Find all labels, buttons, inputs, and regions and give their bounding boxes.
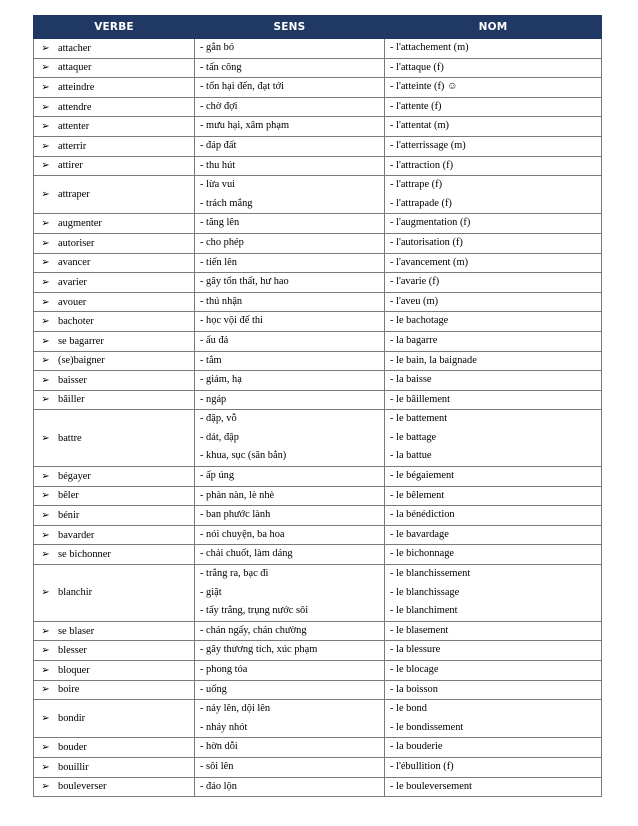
sens-line: - gây thương tích, xúc phạm (200, 644, 318, 656)
verbe-text: bloquer (58, 664, 90, 676)
arrowhead-bullet-icon: ➢ (41, 394, 50, 406)
verbe-cell (34, 292, 195, 312)
arrowhead-bullet-icon: ➢ (41, 335, 50, 347)
table-row (34, 565, 602, 622)
arrowhead-bullet-icon: ➢ (41, 374, 50, 386)
sens-cell (195, 97, 385, 117)
verbe-cell (34, 680, 195, 700)
nom-line: - l'attraction (f) (390, 159, 454, 171)
table-row (34, 233, 602, 253)
arrowhead-bullet-icon: ➢ (41, 625, 50, 637)
nom-line: - le blanchiment (390, 605, 458, 617)
verbe-text: atteindre (58, 81, 95, 93)
verbe-cell (34, 641, 195, 661)
vocabulary-table (33, 15, 602, 797)
sens-line: - chờ đợi (200, 100, 238, 112)
nom-cell (385, 78, 602, 98)
table-row (34, 156, 602, 176)
table-row (34, 525, 602, 545)
nom-cell (385, 97, 602, 117)
table-row (34, 757, 602, 777)
arrowhead-bullet-icon: ➢ (41, 42, 50, 54)
sens-line: - ấp úng (200, 470, 235, 482)
verbe-text: se bagarrer (58, 335, 104, 347)
sens-line: - thu hút (200, 159, 236, 171)
sens-line: - học vội để thi (200, 315, 263, 327)
arrowhead-bullet-icon: ➢ (41, 296, 50, 308)
verbe-cell (34, 233, 195, 253)
nom-cell (385, 506, 602, 526)
arrowhead-bullet-icon: ➢ (41, 510, 50, 522)
table-row (34, 273, 602, 293)
nom-cell (385, 738, 602, 758)
nom-cell (385, 58, 602, 78)
nom-line: - la bagarre (390, 334, 438, 346)
table-row (34, 467, 602, 487)
nom-cell (385, 253, 602, 273)
sens-line: - chải chuốt, làm dáng (200, 548, 293, 560)
verbe-cell (34, 58, 195, 78)
verbe-cell (34, 273, 195, 293)
table-row (34, 176, 602, 214)
sens-line: - nảy lên, dội lên (200, 703, 271, 715)
verbe-cell (34, 390, 195, 410)
sens-line: - đáp đất (200, 139, 237, 151)
verbe-text: bouillir (58, 761, 89, 773)
arrowhead-bullet-icon: ➢ (41, 257, 50, 269)
nom-line: - la baisse (390, 374, 432, 386)
verbe-text: augmenter (58, 218, 102, 230)
nom-line: - la blessure (390, 644, 441, 656)
verbe-cell (34, 176, 195, 214)
sens-line: - ẩu đả (200, 334, 229, 346)
table-row (34, 680, 602, 700)
sens-line: - uống (200, 683, 227, 695)
nom-line: - la battue (390, 450, 432, 462)
table-row (34, 78, 602, 98)
sens-line: - phong tỏa (200, 664, 248, 675)
verbe-text: attenter (58, 121, 90, 133)
header-sens: SENS (195, 16, 385, 39)
nom-cell (385, 486, 602, 506)
sens-line: - dát, đập (200, 431, 239, 443)
verbe-text: bénir (58, 510, 80, 522)
nom-cell (385, 351, 602, 371)
arrowhead-bullet-icon: ➢ (41, 761, 50, 773)
nom-line: - la bénédiction (390, 509, 455, 521)
verbe-text: bégayer (58, 470, 91, 482)
sens-cell (195, 565, 385, 622)
verbe-text: avarier (58, 276, 87, 288)
arrowhead-bullet-icon: ➢ (41, 160, 50, 172)
sens-line: - tổn hại đến, đạt tới (200, 81, 284, 93)
sens-line: - tẩy trắng, trụng nước sôi (200, 605, 309, 617)
verbe-text: se bichonner (58, 549, 111, 561)
nom-line: - le blocage (390, 664, 439, 675)
sens-cell (195, 641, 385, 661)
verbe-text: bavarder (58, 529, 95, 541)
header-row (34, 16, 602, 39)
verbe-cell (34, 312, 195, 332)
verbe-text: attaquer (58, 62, 92, 74)
sens-cell (195, 545, 385, 565)
verbe-cell (34, 700, 195, 738)
verbe-cell (34, 97, 195, 117)
table-row (34, 97, 602, 117)
sens-line: - giảm, hạ (200, 374, 242, 386)
table-row (34, 351, 602, 371)
sens-cell (195, 312, 385, 332)
sens-line: - chán ngấy, chán chường (200, 624, 307, 636)
nom-line: - le bégaiement (390, 470, 455, 482)
sens-cell (195, 292, 385, 312)
nom-line: - l'autorisation (f) (390, 236, 463, 248)
verbe-text: attraper (58, 189, 90, 201)
sens-cell (195, 700, 385, 738)
sens-line: - trắng ra, bạc đi (200, 568, 269, 580)
nom-line: - le bouleversement (390, 780, 472, 792)
sens-line: - tăng lên (200, 217, 240, 229)
nom-line: - le bondissement (390, 721, 464, 733)
nom-cell (385, 117, 602, 137)
verbe-cell (34, 351, 195, 371)
verbe-text: battre (58, 432, 82, 444)
nom-line: - le battement (390, 413, 448, 425)
sens-cell (195, 331, 385, 351)
verbe-cell (34, 525, 195, 545)
arrowhead-bullet-icon: ➢ (41, 316, 50, 328)
verbe-text: blesser (58, 645, 87, 657)
arrowhead-bullet-icon: ➢ (41, 432, 50, 444)
nom-cell (385, 565, 602, 622)
nom-cell (385, 292, 602, 312)
sens-line: - đảo lộn (200, 780, 237, 792)
arrowhead-bullet-icon: ➢ (41, 121, 50, 133)
nom-cell (385, 136, 602, 156)
sens-line: - giặt (200, 586, 222, 598)
verbe-text: bouleverser (58, 781, 107, 793)
nom-cell (385, 312, 602, 332)
verbe-cell (34, 136, 195, 156)
sens-cell (195, 390, 385, 410)
nom-cell (385, 390, 602, 410)
sens-line: - ngáp (200, 393, 227, 405)
table-row (34, 292, 602, 312)
arrowhead-bullet-icon: ➢ (41, 189, 50, 201)
table-row (34, 621, 602, 641)
sens-line: - cho phép (200, 236, 244, 248)
verbe-text: bondir (58, 713, 86, 725)
arrowhead-bullet-icon: ➢ (41, 355, 50, 367)
sens-line: - trách mắng (200, 197, 253, 209)
arrowhead-bullet-icon: ➢ (41, 218, 50, 230)
nom-line: - l'ébullition (f) (390, 760, 454, 772)
nom-line: - le bavardage (390, 528, 449, 540)
sens-line: - sôi lên (200, 760, 234, 772)
verbe-text: baisser (58, 374, 87, 386)
nom-line: - le bêlement (390, 489, 445, 501)
sens-line: - lừa vui (200, 179, 236, 191)
verbe-text: attendre (58, 101, 92, 113)
verbe-text: bouder (58, 742, 87, 754)
verbe-cell (34, 506, 195, 526)
table-row (34, 390, 602, 410)
table-row (34, 39, 602, 59)
nom-cell (385, 273, 602, 293)
arrowhead-bullet-icon: ➢ (41, 490, 50, 502)
sens-cell (195, 176, 385, 214)
arrowhead-bullet-icon: ➢ (41, 645, 50, 657)
nom-cell (385, 641, 602, 661)
nom-line: - l'aveu (m) (390, 295, 439, 307)
sens-line: - ban phước lành (200, 509, 271, 521)
arrowhead-bullet-icon: ➢ (41, 684, 50, 696)
sens-cell (195, 156, 385, 176)
header-verbe: VERBE (34, 16, 195, 39)
verbe-cell (34, 621, 195, 641)
verbe-cell (34, 777, 195, 797)
verbe-cell (34, 661, 195, 681)
sens-cell (195, 410, 385, 467)
sens-line: - tắm (200, 354, 222, 366)
header-nom: NOM (385, 16, 602, 39)
verbe-cell (34, 467, 195, 487)
nom-cell (385, 156, 602, 176)
nom-line: - l'attachement (m) (390, 42, 469, 53)
sens-cell (195, 117, 385, 137)
verbe-cell (34, 545, 195, 565)
sens-cell (195, 777, 385, 797)
sens-cell (195, 680, 385, 700)
sens-cell (195, 351, 385, 371)
sens-line: - tiến lên (200, 256, 237, 268)
nom-cell (385, 777, 602, 797)
table-row (34, 371, 602, 391)
table-row (34, 506, 602, 526)
table-row (34, 410, 602, 467)
nom-cell (385, 467, 602, 487)
nom-line: - le blasement (390, 624, 449, 636)
verbe-cell (34, 214, 195, 234)
nom-cell (385, 661, 602, 681)
sens-cell (195, 78, 385, 98)
sens-cell (195, 253, 385, 273)
verbe-cell (34, 565, 195, 622)
table-row (34, 214, 602, 234)
nom-line: - le bond (390, 703, 427, 715)
arrowhead-bullet-icon: ➢ (41, 587, 50, 599)
table-row (34, 117, 602, 137)
table-row (34, 312, 602, 332)
arrowhead-bullet-icon: ➢ (41, 713, 50, 725)
verbe-cell (34, 486, 195, 506)
verbe-text: (se)baigner (58, 355, 105, 367)
sens-line: - nói chuyện, ba hoa (200, 528, 285, 540)
verbe-cell (34, 331, 195, 351)
nom-cell (385, 39, 602, 59)
table-row (34, 136, 602, 156)
arrowhead-bullet-icon: ➢ (41, 237, 50, 249)
verbe-cell (34, 757, 195, 777)
verbe-text: se blaser (58, 625, 95, 637)
table-row (34, 486, 602, 506)
sens-cell (195, 486, 385, 506)
sens-cell (195, 39, 385, 59)
arrowhead-bullet-icon: ➢ (41, 664, 50, 676)
nom-line: - l'avancement (m) (390, 256, 469, 268)
sens-cell (195, 738, 385, 758)
nom-line: - l'attrape (f) (390, 179, 443, 191)
sens-cell (195, 467, 385, 487)
nom-cell (385, 331, 602, 351)
verbe-cell (34, 156, 195, 176)
nom-line: - l'attrapade (f) (390, 197, 452, 209)
table-row (34, 641, 602, 661)
sens-line: - hờn dỗi (200, 741, 238, 753)
verbe-text: bachoter (58, 316, 94, 328)
arrowhead-bullet-icon: ➢ (41, 742, 50, 754)
sens-line: - nhảy nhót (200, 721, 248, 733)
table-row (34, 738, 602, 758)
sens-line: - gắn bó (200, 42, 235, 53)
table-row (34, 700, 602, 738)
verbe-cell (34, 117, 195, 137)
table-row (34, 58, 602, 78)
sens-cell (195, 273, 385, 293)
nom-line: - le bâillement (390, 393, 451, 405)
verbe-cell (34, 78, 195, 98)
verbe-text: atterrir (58, 140, 87, 152)
verbe-text: attirer (58, 160, 83, 172)
arrowhead-bullet-icon: ➢ (41, 101, 50, 113)
arrowhead-bullet-icon: ➢ (41, 81, 50, 93)
nom-line: - le bain, la baignade (390, 354, 477, 366)
nom-cell (385, 680, 602, 700)
nom-cell (385, 371, 602, 391)
nom-line: - le bachotage (390, 315, 449, 327)
sens-cell (195, 136, 385, 156)
nom-cell (385, 700, 602, 738)
verbe-text: bêler (58, 490, 79, 502)
sens-line: - thú nhận (200, 295, 243, 307)
arrowhead-bullet-icon: ➢ (41, 276, 50, 288)
verbe-cell (34, 738, 195, 758)
sens-cell (195, 621, 385, 641)
verbe-cell (34, 39, 195, 59)
sens-cell (195, 233, 385, 253)
verbe-cell (34, 253, 195, 273)
sens-line: - gây tổn thất, hư hao (200, 276, 289, 288)
nom-line: - l'atteinte (f) ☺ (390, 81, 458, 93)
arrowhead-bullet-icon: ➢ (41, 529, 50, 541)
sens-cell (195, 371, 385, 391)
nom-cell (385, 757, 602, 777)
arrowhead-bullet-icon: ➢ (41, 549, 50, 561)
nom-cell (385, 410, 602, 467)
nom-line: - l'attente (f) (390, 100, 442, 112)
sens-cell (195, 214, 385, 234)
verbe-text: autoriser (58, 237, 95, 249)
nom-line: - le battage (390, 431, 437, 443)
nom-cell (385, 176, 602, 214)
nom-line: - la boisson (390, 683, 438, 695)
nom-line: - l'attentat (m) (390, 120, 449, 132)
sens-line: - phàn nàn, lè nhè (200, 489, 275, 501)
nom-line: - l'atterrissage (m) (390, 139, 466, 151)
sens-cell (195, 525, 385, 545)
verbe-text: attacher (58, 42, 91, 54)
nom-line: - l'augmentation (f) (390, 217, 471, 229)
sens-line: - khua, sục (săn bắn) (200, 450, 287, 462)
sens-cell (195, 661, 385, 681)
sens-line: - tấn công (200, 61, 242, 73)
nom-line: - le blanchissement (390, 568, 471, 580)
arrowhead-bullet-icon: ➢ (41, 470, 50, 482)
table-row (34, 777, 602, 797)
verbe-text: avancer (58, 257, 91, 269)
table-body (34, 39, 602, 797)
table-row (34, 331, 602, 351)
nom-line: - l'attaque (f) (390, 61, 444, 73)
nom-line: - la bouderie (390, 741, 443, 753)
arrowhead-bullet-icon: ➢ (41, 140, 50, 152)
nom-line: - le blanchissage (390, 586, 460, 598)
verbe-cell (34, 371, 195, 391)
nom-cell (385, 545, 602, 565)
verbe-text: bâiller (58, 394, 85, 406)
nom-cell (385, 621, 602, 641)
table-row (34, 253, 602, 273)
sens-cell (195, 58, 385, 78)
nom-line: - le bichonnage (390, 548, 455, 560)
arrowhead-bullet-icon: ➢ (41, 781, 50, 793)
sens-cell (195, 757, 385, 777)
nom-cell (385, 525, 602, 545)
sens-line: - đập, vỗ (200, 413, 237, 425)
table-row (34, 545, 602, 565)
nom-cell (385, 214, 602, 234)
verbe-text: boire (58, 684, 80, 696)
nom-line: - l'avarie (f) (390, 276, 440, 288)
sens-line: - mưu hại, xâm phạm (200, 120, 290, 132)
verbe-text: avouer (58, 296, 87, 308)
verbe-text: blanchir (58, 587, 93, 599)
arrowhead-bullet-icon: ➢ (41, 62, 50, 74)
sens-cell (195, 506, 385, 526)
verbe-cell (34, 410, 195, 467)
table-row (34, 661, 602, 681)
nom-cell (385, 233, 602, 253)
